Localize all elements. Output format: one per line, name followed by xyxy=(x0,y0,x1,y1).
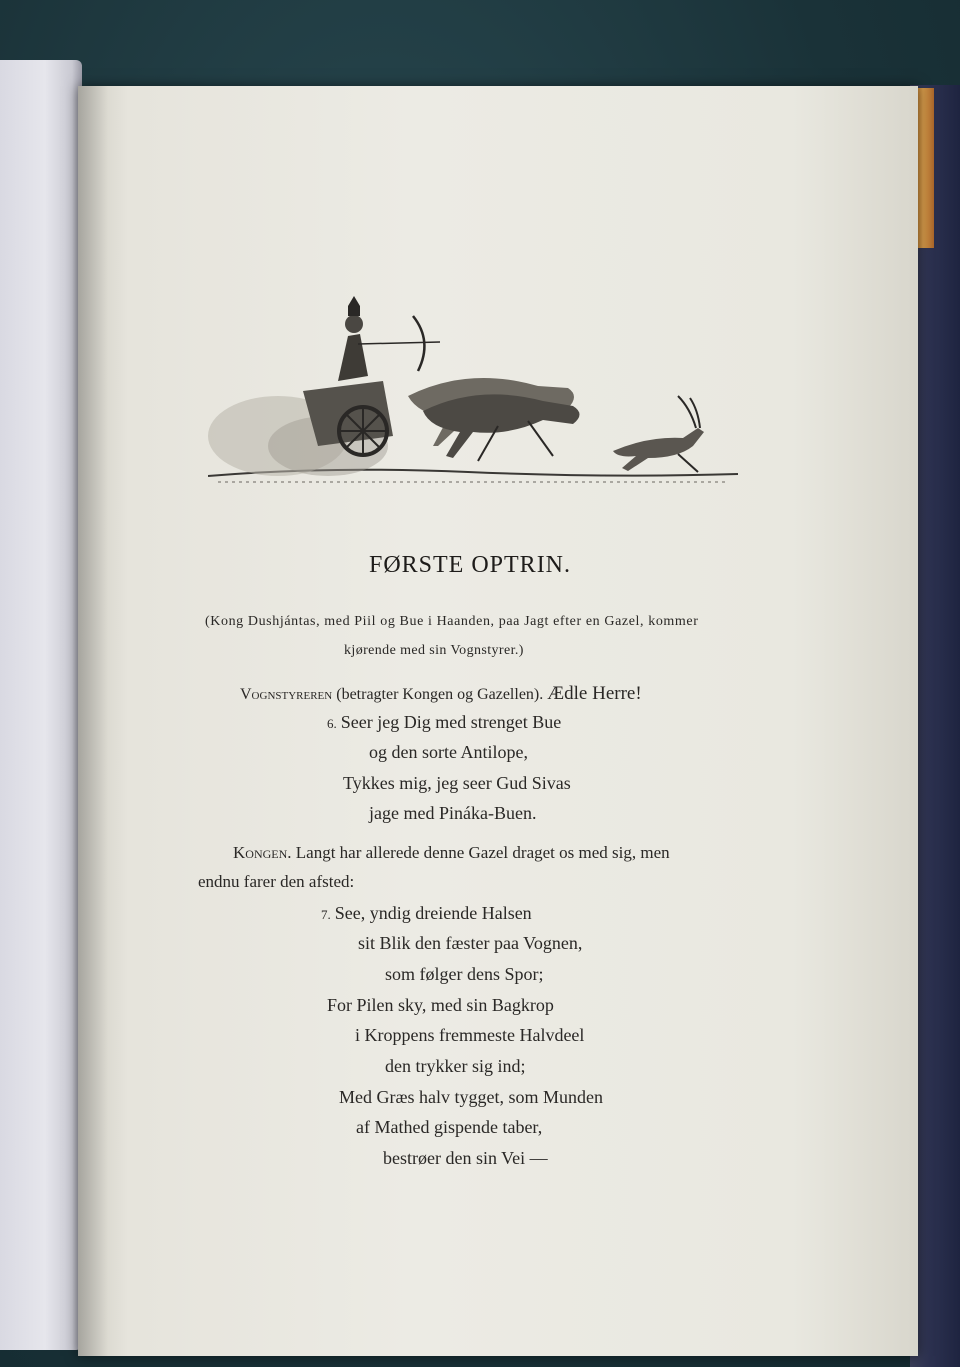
verse-line xyxy=(321,903,532,924)
verse-line: og den sorte Antilope, xyxy=(369,742,528,762)
verse-line: Tykkes mig, jeg seer Gud Sivas xyxy=(343,773,571,793)
verse-line: af Mathed gispende taber, xyxy=(356,1117,543,1137)
speech-line xyxy=(233,843,670,863)
speech-text: Langt har allerede denne Gazel draget os med sig, men xyxy=(295,843,670,862)
stage-direction-line: kjørende med sin Vognstyrer.) xyxy=(344,643,524,658)
verse-line: sit Blik den fæster paa Vognen, xyxy=(358,933,583,953)
page-title: FØRSTE OPTRIN. xyxy=(368,552,572,578)
chariot-hunt-engraving-icon xyxy=(208,296,738,496)
speaker-direction: (betragter Kongen og Gazellen). xyxy=(336,686,544,703)
verse-number: 7. xyxy=(321,907,331,922)
verse-line: den trykker sig ind; xyxy=(385,1056,526,1076)
stage-direction-line: (Kong Dushjántas, med Piil og Bue i Haanden, paa Jagt efter en Gazel, kommer xyxy=(205,614,699,629)
verse-line: jage med Pináka-Buen. xyxy=(369,803,537,823)
speaker-name: Vognstyreren xyxy=(240,686,333,703)
speaker-name: Kongen. xyxy=(233,843,292,862)
verse-line: Med Græs halv tygget, som Munden xyxy=(339,1087,603,1107)
speech-line xyxy=(240,683,642,705)
verse-line: i Kroppens fremmeste Halvdeel xyxy=(355,1025,585,1045)
speech-text: Ædle Herre! xyxy=(547,683,642,704)
left-facing-page xyxy=(0,60,82,1350)
page-gutter-shadow xyxy=(78,86,108,1356)
verse-line: bestrøer den sin Vei — xyxy=(383,1148,548,1168)
verse-line: som følger dens Spor; xyxy=(385,964,544,984)
verse-line: For Pilen sky, med sin Bagkrop xyxy=(327,995,554,1015)
verse-text: See, yndig dreiende Halsen xyxy=(334,903,532,923)
verse-line xyxy=(327,712,561,733)
speech-line: endnu farer den afsted: xyxy=(198,872,355,891)
verse-number: 6. xyxy=(327,716,337,731)
verse-text: Seer jeg Dig med strenget Bue xyxy=(340,712,562,732)
